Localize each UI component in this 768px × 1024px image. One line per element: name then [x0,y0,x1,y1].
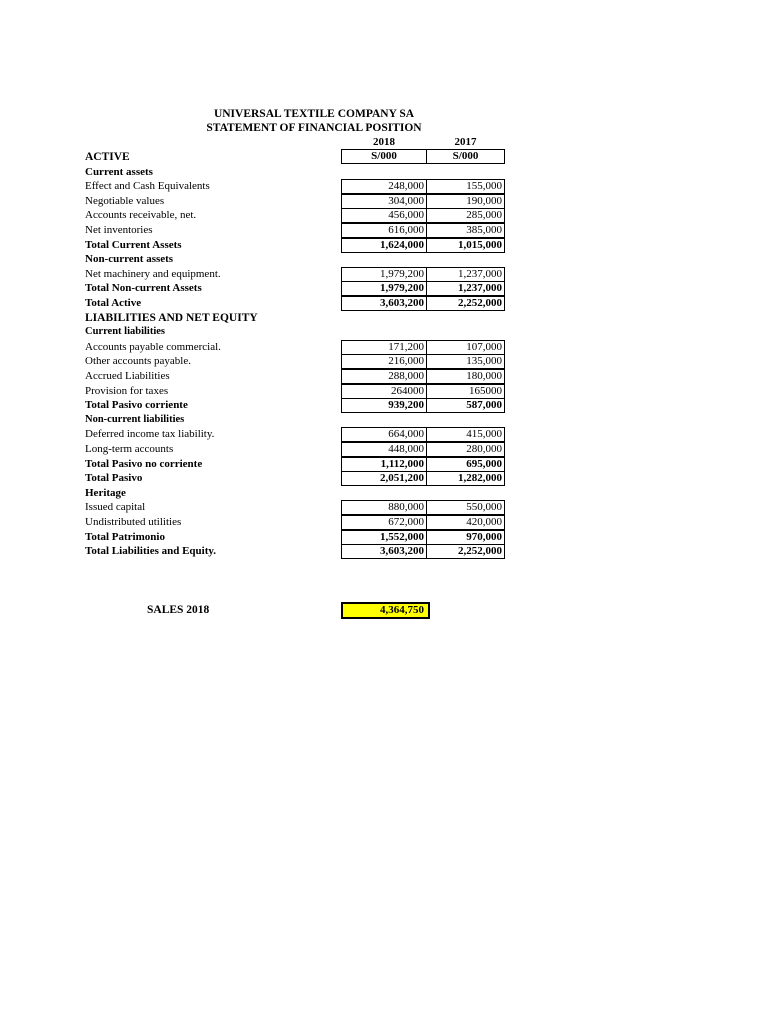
row-label: Heritage [85,487,126,499]
value-2017-cell: 1,237,000 [426,267,505,282]
year-2017-header: 2017 [454,136,477,148]
row-label: Total Liabilities and Equity. [85,545,217,557]
sales-value-cell: 4,364,750 [341,602,430,619]
value-2017-cell: 1,282,000 [426,471,505,486]
value-2017-cell: 415,000 [426,427,505,442]
row-label: Long-term accounts [85,443,174,455]
sales-label: SALES 2018 [147,604,210,616]
value-2017-cell: 420,000 [426,515,505,530]
row-label: Accrued Liabilities [85,370,170,382]
value-2017-cell: 2,252,000 [426,296,505,311]
value-2017-cell: 107,000 [426,340,505,355]
row-label: Total Patrimonio [85,531,165,543]
value-2018-cell: 1,112,000 [341,457,427,472]
value-2018-cell: 1,979,200 [341,281,427,296]
value-2018-cell: 304,000 [341,194,427,209]
row-label: Deferred income tax liability. [85,428,215,440]
value-2017-cell: 155,000 [426,179,505,194]
row-label: Effect and Cash Equivalents [85,180,210,192]
row-label: Current liabilities [85,326,166,337]
value-2018-cell: 616,000 [341,223,427,238]
value-2017-cell: 190,000 [426,194,505,209]
row-label: Total Active [85,297,142,309]
value-2017-cell: 180,000 [426,369,505,384]
value-2018-cell: 939,200 [341,398,427,413]
unit-2018-cell: S/000 [341,149,427,164]
year-2018-header: 2018 [373,136,395,148]
value-2018-cell: 3,603,200 [341,296,427,311]
value-2017-cell: 970,000 [426,530,505,545]
value-2018-cell: 264000 [341,384,427,399]
row-label: Total Pasivo corriente [85,399,188,411]
value-2018-cell: 1,624,000 [341,238,427,253]
row-label: Non-current assets [85,253,174,265]
value-2017-cell: 385,000 [426,223,505,238]
value-2017-cell: 2,252,000 [426,544,505,559]
value-2018-cell: 880,000 [341,500,427,515]
row-label: LIABILITIES AND NET EQUITY [85,312,258,324]
value-2017-cell: 285,000 [426,208,505,223]
value-2017-cell: 280,000 [426,442,505,457]
statement-title: STATEMENT OF FINANCIAL POSITION [206,122,422,134]
row-label: Accounts receivable, net. [85,209,197,221]
row-label: Total Current Assets [85,239,182,251]
value-2017-cell: 695,000 [426,457,505,472]
value-2017-cell: 1,015,000 [426,238,505,253]
value-2017-cell: 1,237,000 [426,281,505,296]
value-2017-cell: 587,000 [426,398,505,413]
row-label: ACTIVE [85,151,130,163]
row-label: Provision for taxes [85,385,169,397]
value-2018-cell: 448,000 [341,442,427,457]
row-label: Other accounts payable. [85,355,191,367]
value-2018-cell: 456,000 [341,208,427,223]
row-label: Issued capital [85,501,146,513]
value-2017-cell: 550,000 [426,500,505,515]
row-label: Net inventories [85,224,153,236]
value-2018-cell: 1,552,000 [341,530,427,545]
value-2018-cell: 1,979,200 [341,267,427,282]
value-2017-cell: 165000 [426,384,505,399]
value-2018-cell: 216,000 [341,354,427,369]
value-2018-cell: 672,000 [341,515,427,530]
value-2018-cell: 288,000 [341,369,427,384]
value-2018-cell: 3,603,200 [341,544,427,559]
value-2018-cell: 171,200 [341,340,427,355]
unit-2017-cell: S/000 [426,149,505,164]
row-label: Negotiable values [85,195,165,207]
row-label: Accounts payable commercial. [85,341,221,353]
row-label: Net machinery and equipment. [85,268,221,280]
row-label: Current assets [85,166,153,178]
value-2017-cell: 135,000 [426,354,505,369]
row-label: Total Pasivo no corriente [85,458,203,470]
row-label: Non-current liabilities [85,414,185,425]
row-label: Total Non-current Assets [85,282,202,294]
value-2018-cell: 2,051,200 [341,471,427,486]
company-title: UNIVERSAL TEXTILE COMPANY SA [213,108,415,120]
row-label: Undistributed utilities [85,516,182,528]
row-label: Total Pasivo [85,472,143,484]
value-2018-cell: 664,000 [341,427,427,442]
value-2018-cell: 248,000 [341,179,427,194]
